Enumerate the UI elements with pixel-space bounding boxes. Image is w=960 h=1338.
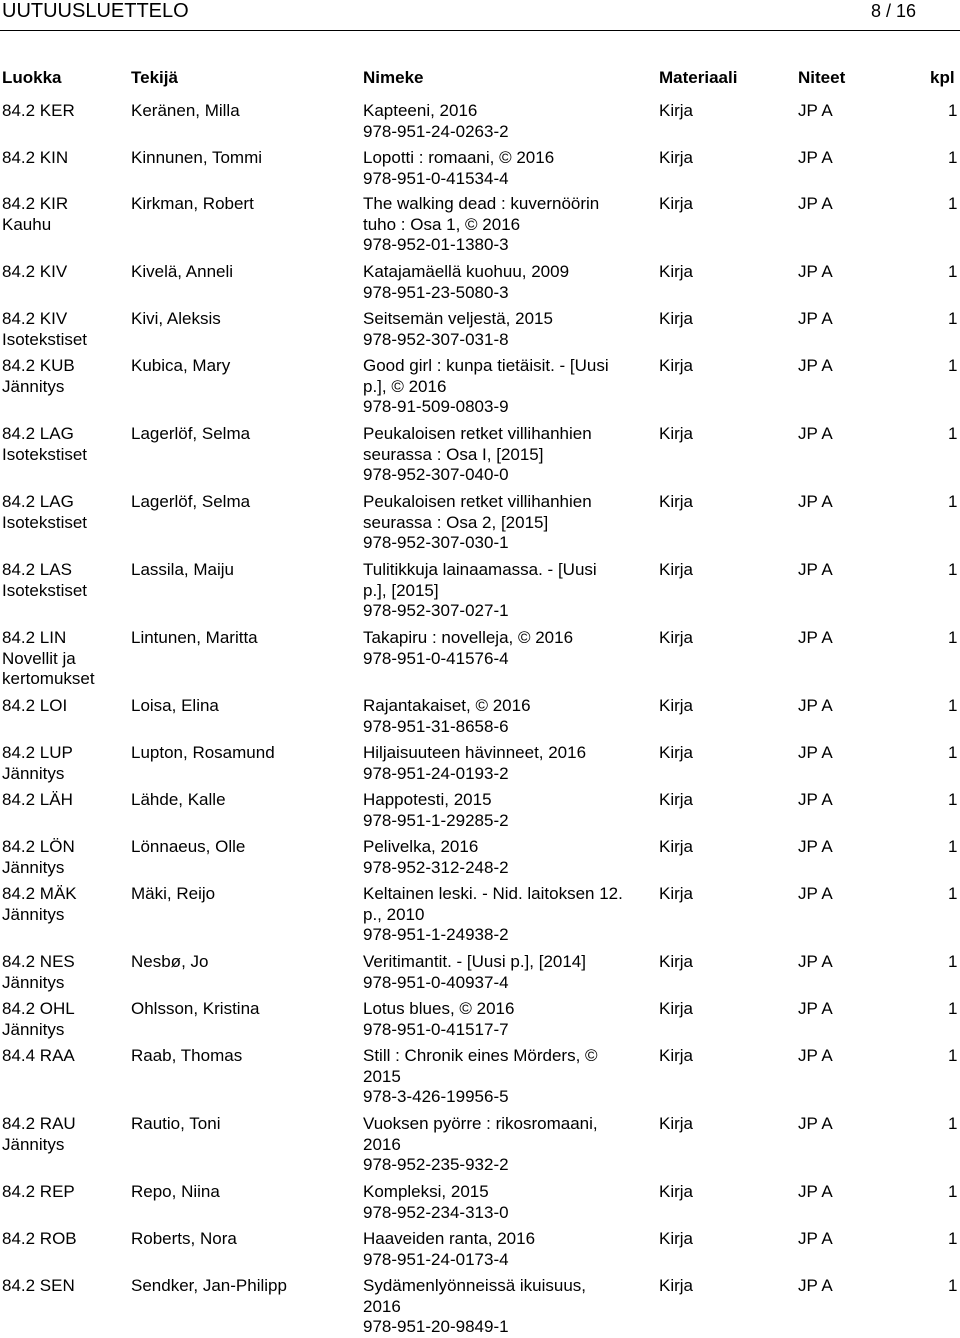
nimeke-cell-line: p.], © 2016 — [363, 376, 447, 396]
materiaali-cell: Kirja — [659, 1114, 694, 1133]
tekija-cell: Rautio, Toni — [131, 1114, 221, 1133]
materiaali-cell: Kirja — [659, 148, 694, 167]
luokka-cell-line: 84.2 LOI — [2, 696, 68, 715]
nimeke-cell-line: Peukaloisen retket villihanhien — [363, 424, 592, 443]
luokka-cell — [2, 999, 75, 1040]
nimeke-cell-line: 978-951-0-41517-7 — [363, 1019, 509, 1039]
tekija-cell: Lagerlöf, Selma — [131, 492, 251, 511]
niteet-cell: JP A — [798, 309, 833, 328]
kpl-cell: 1 — [948, 424, 958, 443]
nimeke-cell — [363, 424, 592, 486]
luokka-cell — [2, 101, 75, 122]
nimeke-cell — [363, 628, 573, 669]
materiaali-cell: Kirja — [659, 492, 694, 511]
tekija-cell: Loisa, Elina — [131, 696, 219, 715]
kpl-cell: 1 — [948, 790, 958, 809]
nimeke-cell — [363, 1229, 535, 1270]
nimeke-cell-line: Katajamäellä kuohuu, 2009 — [363, 262, 570, 281]
tekija-cell: Kubica, Mary — [131, 356, 231, 375]
luokka-cell-line: Jännitys — [2, 904, 65, 924]
luokka-cell-line: 84.2 SEN — [2, 1276, 75, 1295]
nimeke-cell-line: 2015 — [363, 1066, 401, 1086]
kpl-cell: 1 — [948, 356, 958, 375]
luokka-cell-line: 84.2 LUP — [2, 743, 73, 762]
nimeke-cell-line: Haaveiden ranta, 2016 — [363, 1229, 536, 1248]
niteet-cell: JP A — [798, 790, 833, 809]
nimeke-cell-line: 978-951-0-41534-4 — [363, 168, 509, 188]
niteet-cell: JP A — [798, 560, 833, 579]
luokka-cell-line: 84.2 ROB — [2, 1229, 77, 1248]
kpl-cell: 1 — [948, 952, 958, 971]
niteet-cell: JP A — [798, 148, 833, 167]
materiaali-cell: Kirja — [659, 1229, 694, 1248]
kpl-cell: 1 — [948, 743, 958, 762]
materiaali-cell: Kirja — [659, 790, 694, 809]
tekija-cell: Lähde, Kalle — [131, 790, 226, 809]
materiaali-cell: Kirja — [659, 262, 694, 281]
materiaali-cell: Kirja — [659, 1046, 694, 1065]
nimeke-cell — [363, 148, 554, 189]
materiaali-cell: Kirja — [659, 1182, 694, 1201]
nimeke-cell-line: Happotesti, 2015 — [363, 790, 492, 809]
luokka-cell-line: kertomukset — [2, 669, 95, 689]
nimeke-cell-line: 978-952-307-040-0 — [363, 465, 509, 485]
luokka-cell — [2, 628, 95, 690]
luokka-cell — [2, 743, 73, 784]
niteet-cell: JP A — [798, 262, 833, 281]
nimeke-cell — [363, 560, 597, 622]
nimeke-cell-line: 978-952-235-932-2 — [363, 1155, 509, 1175]
nimeke-cell-line: Takapiru : novelleja, © 2016 — [363, 628, 574, 647]
luokka-cell-line: 84.2 LÖN — [2, 837, 75, 856]
column-header-tekija: Tekijä — [131, 68, 178, 87]
luokka-cell-line: 84.2 KER — [2, 101, 75, 120]
kpl-cell: 1 — [948, 560, 958, 579]
nimeke-cell-line: seurassa : Osa 2, [2015] — [363, 512, 549, 532]
nimeke-cell-line: Veritimantit. - [Uusi p.], [2014] — [363, 952, 586, 971]
tekija-cell: Lintunen, Maritta — [131, 628, 258, 647]
nimeke-cell — [363, 1182, 509, 1223]
tekija-cell: Sendker, Jan-Philipp — [131, 1276, 287, 1295]
luokka-cell-line: 84.4 RAA — [2, 1046, 75, 1065]
materiaali-cell: Kirja — [659, 309, 694, 328]
luokka-cell-line: Isotekstiset — [2, 512, 88, 532]
luokka-cell-line: 84.2 KUB — [2, 356, 75, 375]
niteet-cell: JP A — [798, 952, 833, 971]
materiaali-cell: Kirja — [659, 1276, 694, 1295]
nimeke-cell-line: Tulitikkuja lainaamassa. - [Uusi — [363, 560, 597, 579]
luokka-cell — [2, 492, 87, 533]
niteet-cell: JP A — [798, 101, 833, 120]
luokka-cell-line: Kauhu — [2, 214, 52, 234]
materiaali-cell: Kirja — [659, 952, 694, 971]
nimeke-cell-line: 978-951-0-41576-4 — [363, 648, 509, 668]
luokka-cell — [2, 884, 77, 925]
nimeke-cell-line: Lotus blues, © 2016 — [363, 999, 515, 1018]
luokka-cell — [2, 424, 87, 465]
kpl-cell: 1 — [948, 1229, 958, 1248]
nimeke-cell-line: tuho : Osa 1, © 2016 — [363, 214, 521, 234]
luokka-cell — [2, 837, 75, 878]
luokka-cell — [2, 790, 73, 811]
luokka-cell-line: 84.2 KIN — [2, 148, 69, 167]
nimeke-cell-line: 978-951-24-0193-2 — [363, 763, 509, 783]
nimeke-cell — [363, 790, 509, 831]
nimeke-cell-line: The walking dead : kuvernöörin — [363, 194, 600, 213]
tekija-cell: Kirkman, Robert — [131, 194, 254, 213]
nimeke-cell-line: 2016 — [363, 1134, 401, 1154]
nimeke-cell-line: seurassa : Osa I, [2015] — [363, 444, 544, 464]
nimeke-cell-line: p., 2010 — [363, 904, 425, 924]
materiaali-cell: Kirja — [659, 560, 694, 579]
materiaali-cell: Kirja — [659, 628, 694, 647]
nimeke-cell-line: Good girl : kunpa tietäisit. - [Uusi — [363, 356, 609, 375]
nimeke-cell-line: Kapteeni, 2016 — [363, 101, 478, 120]
column-header-niteet: Niteet — [798, 68, 846, 87]
page-number: 8 / 16 — [870, 1, 916, 21]
tekija-cell: Keränen, Milla — [131, 101, 240, 120]
niteet-cell: JP A — [798, 1276, 833, 1295]
kpl-cell: 1 — [948, 148, 958, 167]
kpl-cell: 1 — [948, 101, 958, 120]
tekija-cell: Lagerlöf, Selma — [131, 424, 251, 443]
tekija-cell: Repo, Niina — [131, 1182, 220, 1201]
nimeke-cell — [363, 1276, 586, 1338]
niteet-cell: JP A — [798, 696, 833, 715]
niteet-cell: JP A — [798, 743, 833, 762]
nimeke-cell-line: Vuoksen pyörre : rikosromaani, — [363, 1114, 598, 1133]
niteet-cell: JP A — [798, 194, 833, 213]
kpl-cell: 1 — [948, 628, 958, 647]
tekija-cell: Nesbø, Jo — [131, 952, 209, 971]
nimeke-cell-line: 978-951-0-40937-4 — [363, 972, 509, 992]
luokka-cell — [2, 696, 67, 717]
nimeke-cell-line: 978-91-509-0803-9 — [363, 397, 509, 417]
niteet-cell: JP A — [798, 424, 833, 443]
nimeke-cell-line: 978-951-1-29285-2 — [363, 810, 509, 830]
materiaali-cell: Kirja — [659, 884, 694, 903]
nimeke-cell — [363, 743, 586, 784]
nimeke-cell-line: 2016 — [363, 1296, 401, 1316]
kpl-cell: 1 — [948, 262, 958, 281]
kpl-cell: 1 — [948, 1114, 958, 1133]
luokka-cell — [2, 1229, 77, 1250]
luokka-cell-line: Jännitys — [2, 763, 65, 783]
niteet-cell: JP A — [798, 837, 833, 856]
materiaali-cell: Kirja — [659, 101, 694, 120]
luokka-cell-line: 84.2 KIV — [2, 309, 68, 328]
nimeke-cell-line: Still : Chronik eines Mörders, © — [363, 1046, 598, 1065]
tekija-cell: Kinnunen, Tommi — [131, 148, 263, 167]
nimeke-cell — [363, 1114, 598, 1176]
niteet-cell: JP A — [798, 628, 833, 647]
nimeke-cell-line: 978-951-24-0263-2 — [363, 121, 509, 141]
luokka-cell — [2, 194, 68, 235]
tekija-cell: Kivelä, Anneli — [131, 262, 234, 281]
luokka-cell-line: 84.2 LAS — [2, 560, 72, 579]
column-header-materiaali: Materiaali — [659, 68, 738, 87]
materiaali-cell: Kirja — [659, 696, 694, 715]
luokka-cell-line: Jännitys — [2, 857, 65, 877]
nimeke-cell-line: Keltainen leski. - Nid. laitoksen 12. — [363, 884, 623, 903]
luokka-cell — [2, 309, 87, 350]
nimeke-cell-line: 978-952-312-248-2 — [363, 857, 509, 877]
nimeke-cell-line: 978-952-234-313-0 — [363, 1202, 509, 1222]
niteet-cell: JP A — [798, 492, 833, 511]
nimeke-cell-line: 978-952-307-027-1 — [363, 601, 509, 621]
niteet-cell: JP A — [798, 884, 833, 903]
nimeke-cell — [363, 696, 531, 737]
niteet-cell: JP A — [798, 1182, 833, 1201]
column-header-nimeke: Nimeke — [363, 68, 424, 87]
luokka-cell-line: 84.2 KIR — [2, 194, 69, 213]
niteet-cell: JP A — [798, 356, 833, 375]
luokka-cell — [2, 1114, 76, 1155]
nimeke-cell — [363, 492, 592, 554]
kpl-cell: 1 — [948, 1046, 958, 1065]
niteet-cell: JP A — [798, 999, 833, 1018]
luokka-cell — [2, 952, 75, 993]
kpl-cell: 1 — [948, 1276, 958, 1295]
nimeke-cell-line: Seitsemän veljestä, 2015 — [363, 309, 553, 328]
kpl-cell: 1 — [948, 999, 958, 1018]
nimeke-cell-line: 978-951-1-24938-2 — [363, 925, 509, 945]
luokka-cell-line: 84.2 LIN — [2, 628, 67, 647]
nimeke-cell-line: 978-951-23-5080-3 — [363, 282, 509, 302]
materiaali-cell: Kirja — [659, 424, 694, 443]
nimeke-cell — [363, 837, 509, 878]
luokka-cell — [2, 356, 75, 397]
materiaali-cell: Kirja — [659, 837, 694, 856]
column-header-luokka: Luokka — [2, 68, 62, 87]
kpl-cell: 1 — [948, 1182, 958, 1201]
nimeke-cell-line: 978-952-307-031-8 — [363, 329, 509, 349]
luokka-cell-line: Jännitys — [2, 1019, 65, 1039]
materiaali-cell: Kirja — [659, 999, 694, 1018]
luokka-cell-line: 84.2 MÄK — [2, 884, 77, 903]
tekija-cell: Raab, Thomas — [131, 1046, 243, 1065]
kpl-cell: 1 — [948, 309, 958, 328]
luokka-cell — [2, 1182, 75, 1203]
kpl-cell: 1 — [948, 837, 958, 856]
materiaali-cell: Kirja — [659, 743, 694, 762]
nimeke-cell-line: 978-952-307-030-1 — [363, 533, 509, 553]
nimeke-cell-line: Rajantakaiset, © 2016 — [363, 696, 531, 715]
materiaali-cell: Kirja — [659, 194, 694, 213]
luokka-cell-line: Isotekstiset — [2, 329, 88, 349]
luokka-cell — [2, 1276, 75, 1297]
tekija-cell: Mäki, Reijo — [131, 884, 216, 903]
nimeke-cell — [363, 1046, 598, 1108]
column-header-kpl: kpl — [930, 68, 955, 87]
nimeke-cell-line: Pelivelka, 2016 — [363, 837, 479, 856]
nimeke-cell-line: 978-951-31-8658-6 — [363, 716, 509, 736]
nimeke-cell-line: Peukaloisen retket villihanhien — [363, 492, 592, 511]
nimeke-cell-line: Lopotti : romaani, © 2016 — [363, 148, 555, 167]
niteet-cell: JP A — [798, 1114, 833, 1133]
nimeke-cell-line: p.], [2015] — [363, 580, 439, 600]
nimeke-cell-line: 978-952-01-1380-3 — [363, 235, 509, 255]
luokka-cell-line: 84.2 LÄH — [2, 790, 73, 809]
luokka-cell-line: Novellit ja — [2, 648, 76, 668]
luokka-cell-line: Jännitys — [2, 376, 65, 396]
nimeke-cell-line: Kompleksi, 2015 — [363, 1182, 489, 1201]
tekija-cell: Lönnaeus, Olle — [131, 837, 246, 856]
niteet-cell: JP A — [798, 1046, 833, 1065]
luokka-cell-line: 84.2 RAU — [2, 1114, 76, 1133]
luokka-cell-line: Jännitys — [2, 1134, 65, 1154]
nimeke-cell — [363, 262, 569, 303]
luokka-cell — [2, 148, 68, 169]
luokka-cell-line: 84.2 REP — [2, 1182, 75, 1201]
luokka-cell-line: Isotekstiset — [2, 444, 88, 464]
kpl-cell: 1 — [948, 696, 958, 715]
nimeke-cell-line: Sydämenlyönneissä ikuisuus, — [363, 1276, 587, 1295]
luokka-cell-line: 84.2 LAG — [2, 424, 74, 443]
materiaali-cell: Kirja — [659, 356, 694, 375]
luokka-cell-line: 84.2 LAG — [2, 492, 74, 511]
luokka-cell-line: Isotekstiset — [2, 580, 88, 600]
kpl-cell: 1 — [948, 492, 958, 511]
luokka-cell — [2, 262, 67, 283]
kpl-cell: 1 — [948, 194, 958, 213]
nimeke-cell — [363, 101, 509, 142]
tekija-cell: Kivi, Aleksis — [131, 309, 221, 328]
luokka-cell — [2, 560, 87, 601]
nimeke-cell — [363, 884, 623, 946]
tekija-cell: Roberts, Nora — [131, 1229, 237, 1248]
luokka-cell-line: 84.2 KIV — [2, 262, 68, 281]
document-title: UUTUUSLUETTELO — [2, 0, 189, 22]
nimeke-cell — [363, 194, 599, 256]
kpl-cell: 1 — [948, 884, 958, 903]
nimeke-cell — [363, 952, 586, 993]
nimeke-cell-line: 978-951-24-0173-4 — [363, 1249, 509, 1269]
nimeke-cell — [363, 356, 609, 418]
tekija-cell: Lupton, Rosamund — [131, 743, 275, 762]
nimeke-cell-line: Hiljaisuuteen hävinneet, 2016 — [363, 743, 587, 762]
nimeke-cell — [363, 999, 514, 1040]
nimeke-cell-line: 978-3-426-19956-5 — [363, 1087, 509, 1107]
luokka-cell-line: Jännitys — [2, 972, 65, 992]
nimeke-cell-line: 978-951-20-9849-1 — [363, 1317, 509, 1337]
nimeke-cell — [363, 309, 553, 350]
luokka-cell-line: 84.2 OHL — [2, 999, 75, 1018]
luokka-cell — [2, 1046, 75, 1067]
tekija-cell: Ohlsson, Kristina — [131, 999, 260, 1018]
tekija-cell: Lassila, Maiju — [131, 560, 234, 579]
luokka-cell-line: 84.2 NES — [2, 952, 75, 971]
niteet-cell: JP A — [798, 1229, 833, 1248]
